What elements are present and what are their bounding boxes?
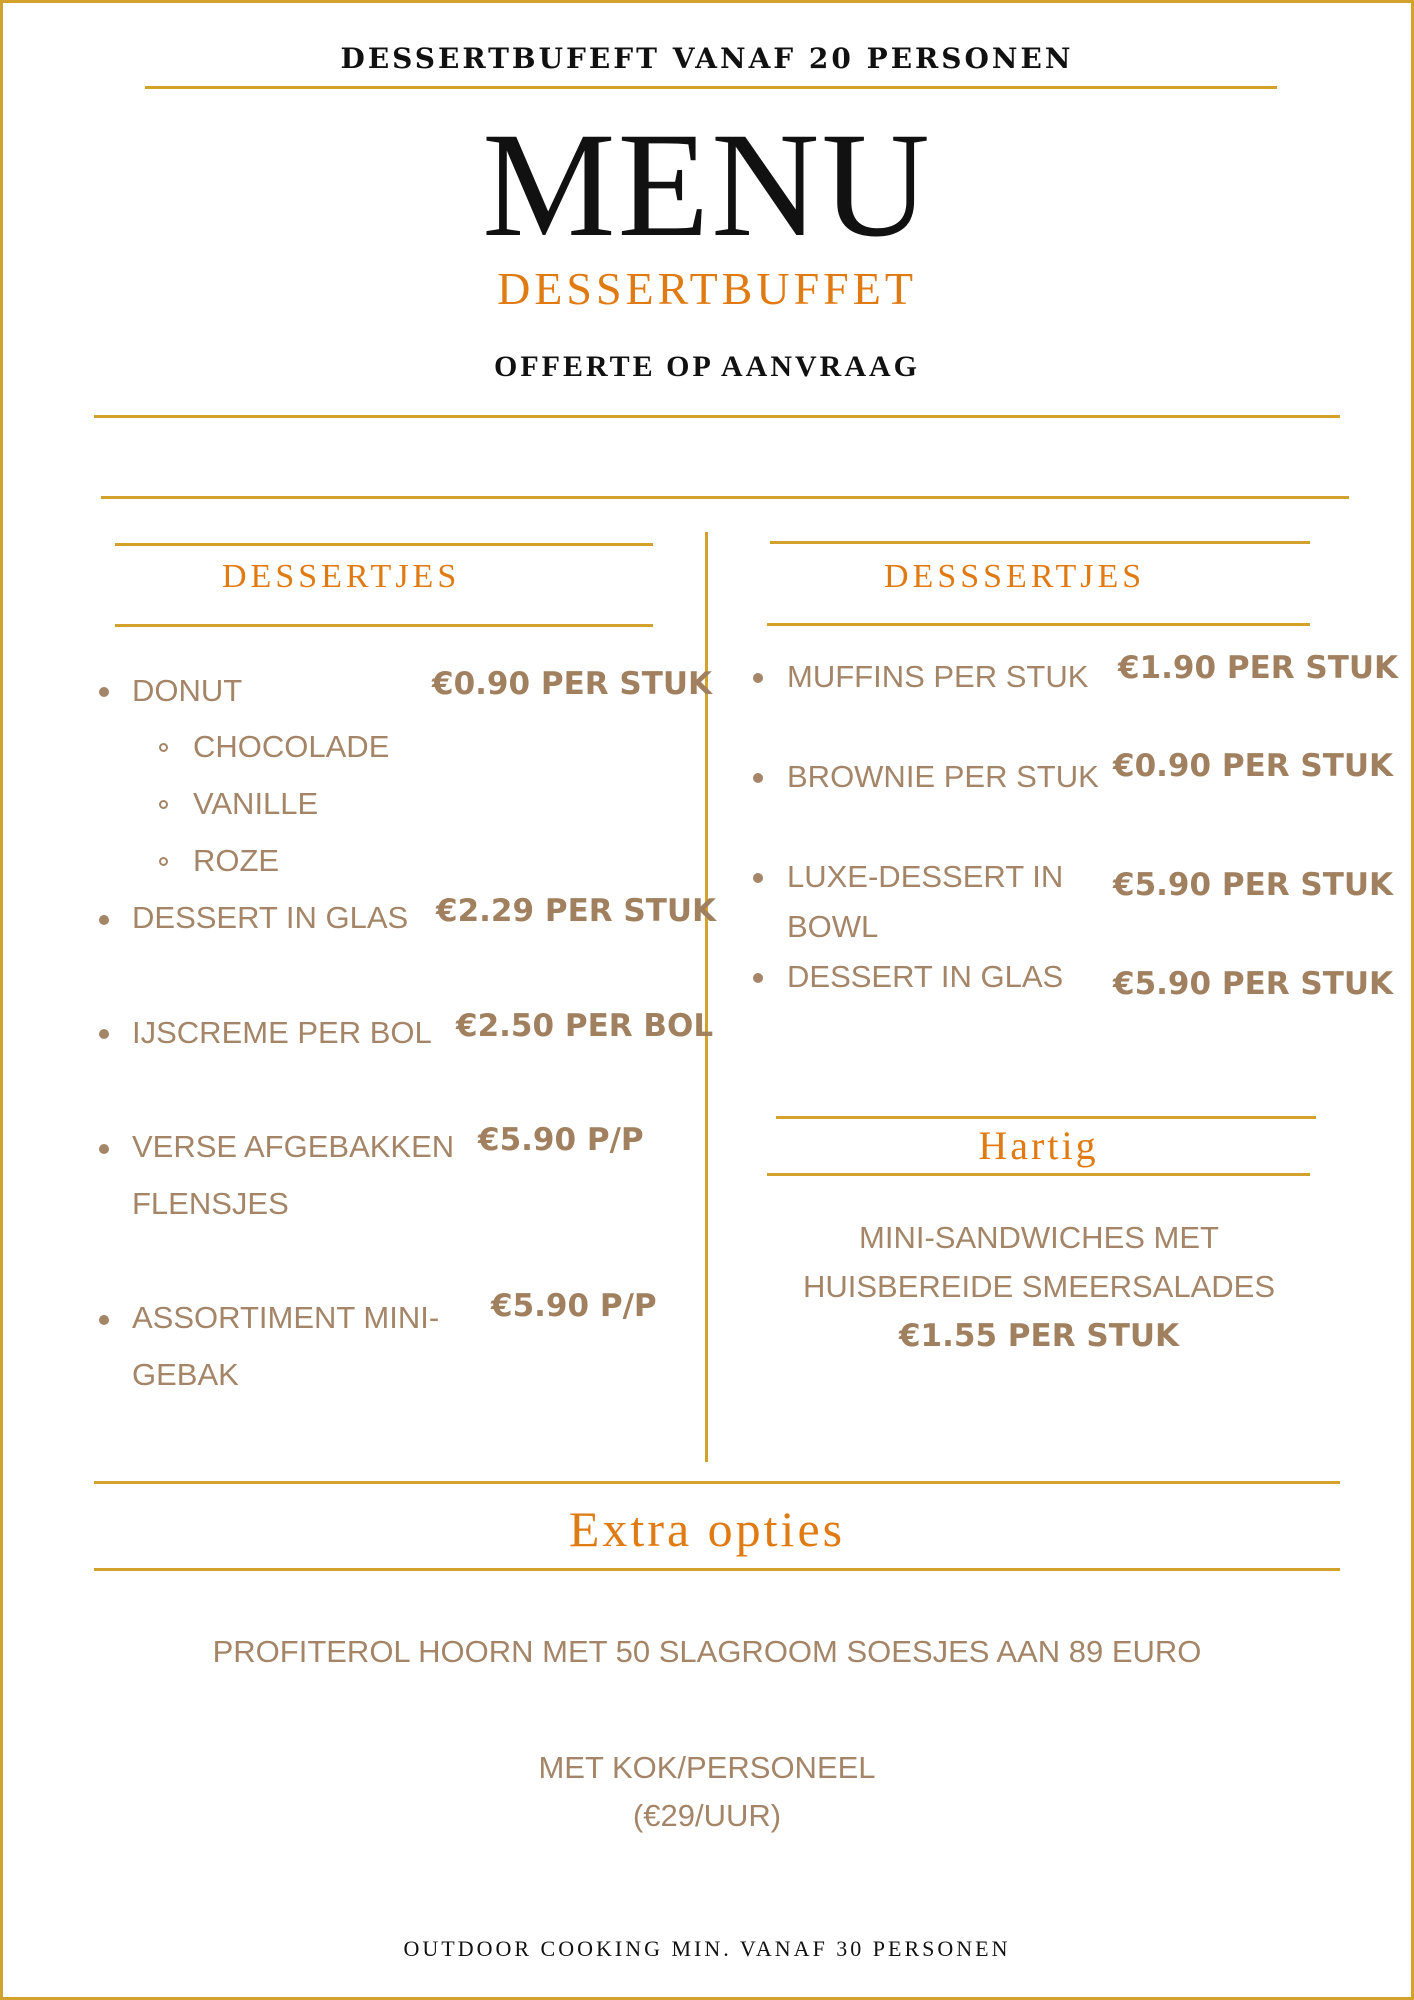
bullet (753, 873, 763, 883)
item-label: GEBAK (132, 1357, 239, 1392)
item-price: €5.90 P/P (478, 1122, 644, 1158)
item-price: €2.50 PER BOL (456, 1008, 714, 1044)
divider (115, 543, 653, 546)
item-price: €1.90 PER STUK (1118, 650, 1399, 686)
divider (94, 1568, 1340, 1571)
hartig-heading: Hartig (978, 1123, 1099, 1168)
page-title: MENU (482, 102, 932, 268)
bullet (753, 973, 763, 983)
divider (145, 86, 1277, 89)
offerte-text: OFFERTE OP AANVRAAG (494, 350, 920, 383)
bullet (99, 1029, 109, 1039)
item-label: BROWNIE PER STUK (787, 759, 1099, 794)
hartig-price: €1.55 PER STUK (898, 1318, 1180, 1354)
sub-bullet (159, 857, 168, 866)
item-label: IJSCREME PER BOL (132, 1015, 432, 1050)
sub-item-label: ROZE (193, 843, 280, 878)
page-subtitle: DESSERTBUFFET (497, 263, 917, 314)
sub-item-label: CHOCOLADE (193, 729, 390, 764)
bullet (99, 1144, 109, 1154)
item-price: €5.90 PER STUK (1113, 966, 1394, 1002)
item-label: VERSE AFGEBAKKEN (132, 1129, 455, 1164)
item-label: ASSORTIMENT MINI- (132, 1300, 440, 1335)
hartig-line: MINI-SANDWICHES MET (859, 1220, 1219, 1255)
divider (767, 623, 1310, 626)
footer-text: OUTDOOR COOKING MIN. VANAF 30 PERSONEN (403, 1936, 1011, 1961)
bullet (99, 915, 109, 925)
top-banner: DESSERTBUFEFT VANAF 20 PERSONEN (340, 42, 1074, 75)
item-price: €5.90 PER STUK (1113, 867, 1394, 903)
item-label: DESSERT IN GLAS (787, 959, 1064, 994)
item-price: €0.90 PER STUK (1113, 748, 1394, 784)
extra-kok-price: (€29/UUR) (632, 1798, 782, 1833)
item-label: DONUT (132, 673, 243, 708)
extra-kok: MET KOK/PERSONEEL (538, 1750, 876, 1785)
hartig-line: HUISBEREIDE SMEERSALADES (802, 1269, 1276, 1304)
sub-item-label: VANILLE (193, 786, 319, 821)
sub-bullet (159, 800, 168, 809)
divider (770, 541, 1310, 544)
divider (115, 624, 653, 627)
sub-bullet (159, 743, 168, 752)
extra-heading: Extra opties (568, 1501, 846, 1557)
item-label: BOWL (787, 909, 879, 944)
divider (776, 1116, 1316, 1119)
item-label: DESSERT IN GLAS (132, 900, 409, 935)
divider (94, 1481, 1340, 1484)
item-label: MUFFINS PER STUK (787, 659, 1089, 694)
section-heading-right: DESSSERTJES (884, 558, 1146, 595)
item-price: €5.90 P/P (491, 1288, 657, 1324)
divider (101, 496, 1349, 499)
bullet (753, 773, 763, 783)
item-label: LUXE-DESSERT IN (787, 859, 1064, 894)
divider (94, 415, 1340, 418)
bullet (753, 673, 763, 683)
section-heading-left: DESSERTJES (222, 558, 461, 595)
extra-profiterol: PROFITEROL HOORN MET 50 SLAGROOM SOESJES AAN 89 EURO (212, 1634, 1202, 1669)
divider (767, 1173, 1310, 1176)
bullet (99, 1315, 109, 1325)
item-price: €2.29 PER STUK (436, 893, 717, 929)
item-price: €0.90 PER STUK (432, 666, 713, 702)
bullet (99, 687, 109, 697)
item-label: FLENSJES (132, 1186, 289, 1221)
